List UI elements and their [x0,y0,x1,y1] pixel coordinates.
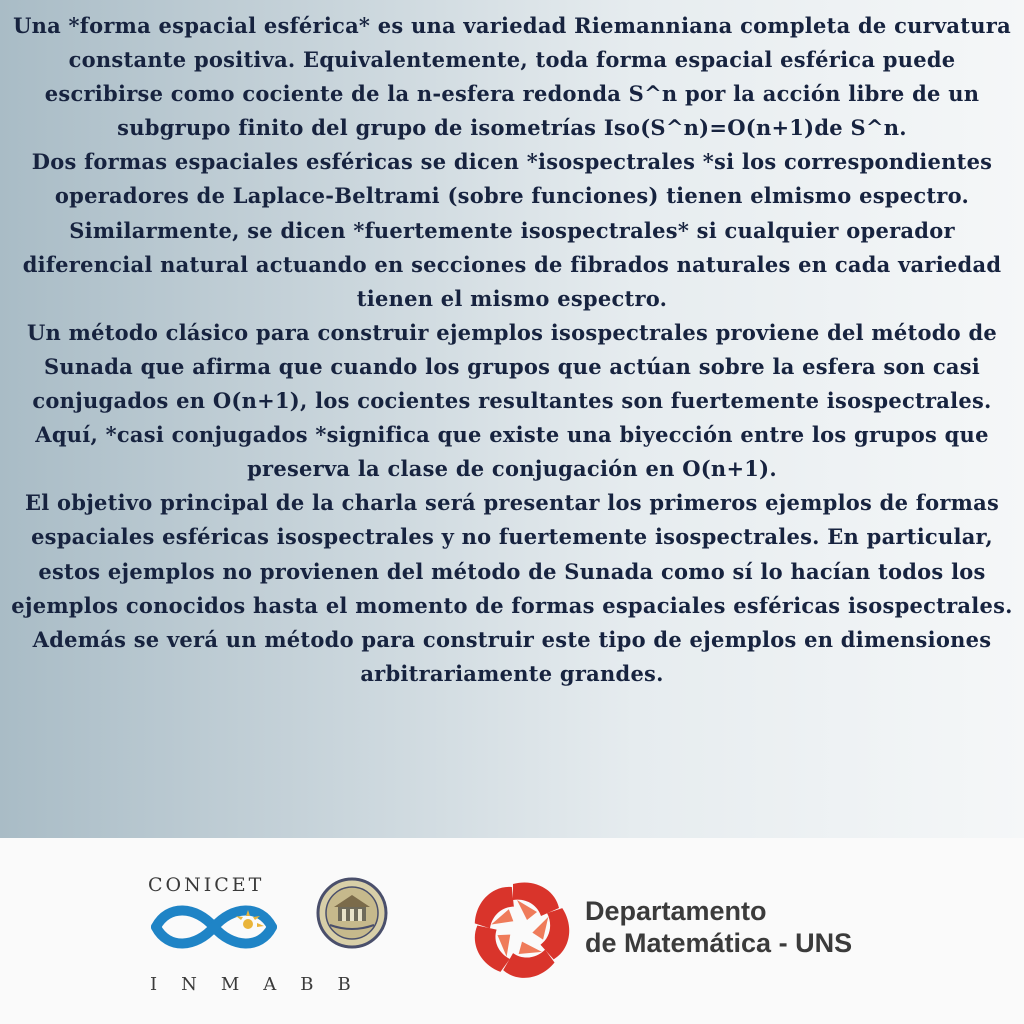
department-line-1: Departamento [585,896,767,926]
conicet-label: CONICET [148,874,265,896]
uns-seal-icon [316,877,388,949]
department-line-2: de Matemática - UNS [585,928,853,958]
department-name [585,895,852,959]
inmabb-label: INMABB [150,974,375,995]
abstract-paragraph-3: Un método clásico para construir ejemplos isospectrales proviene del método de Sunada que afirma que cuando los grupos que actúan sobre la esfera son casi conjugados en O(n+1), los cocientes resultantes son fuertemente isospectrales. Aquí, *casi conjugados *significa que existe una biyección entre los grupos que preserva la clase de conjugación en O(n+1). [26,319,998,482]
abstract-paragraph-4: El objetivo principal de la charla será presentar los primeros ejemplos de formas espaciales esféricas isospectrales y no fuertemente isospectrales. En particular, estos ejemplos no provienen del método de Sunada como sí lo hacían todos los ejemplos conocidos hasta el momento de formas espaciales esféricas isospectrales. Además se verá un método para construir este tipo de ejemplos en dimensiones arbitrariamente grandes. [11,490,1013,686]
abstract-paragraph-1: Una *forma espacial esférica* es una variedad Riemanniana completa de curvatura constante positiva. Equivalentemente, toda forma espacial esférica puede escribirse como cociente de la n-esfera redonda S^n por la acción libre de un subgrupo finito del grupo de isometrías Iso(S^n)=O(n+1)de S^n. [13,13,1011,141]
abstract-text [10,9,1014,691]
department-logo-icon [468,877,574,983]
conicet-logo-icon [148,902,280,952]
abstract-paragraph-2: Dos formas espaciales esféricas se dicen *isospectrales *si los correspondientes operadores de Laplace-Beltrami (sobre funciones) tienen elmismo espectro. Similarmente, se dicen *fuertemente isospectrales* si cualquier operador diferencial natural actuando en secciones de fibrados naturales en cada variedad tienen el mismo espectro. [22,149,1002,311]
